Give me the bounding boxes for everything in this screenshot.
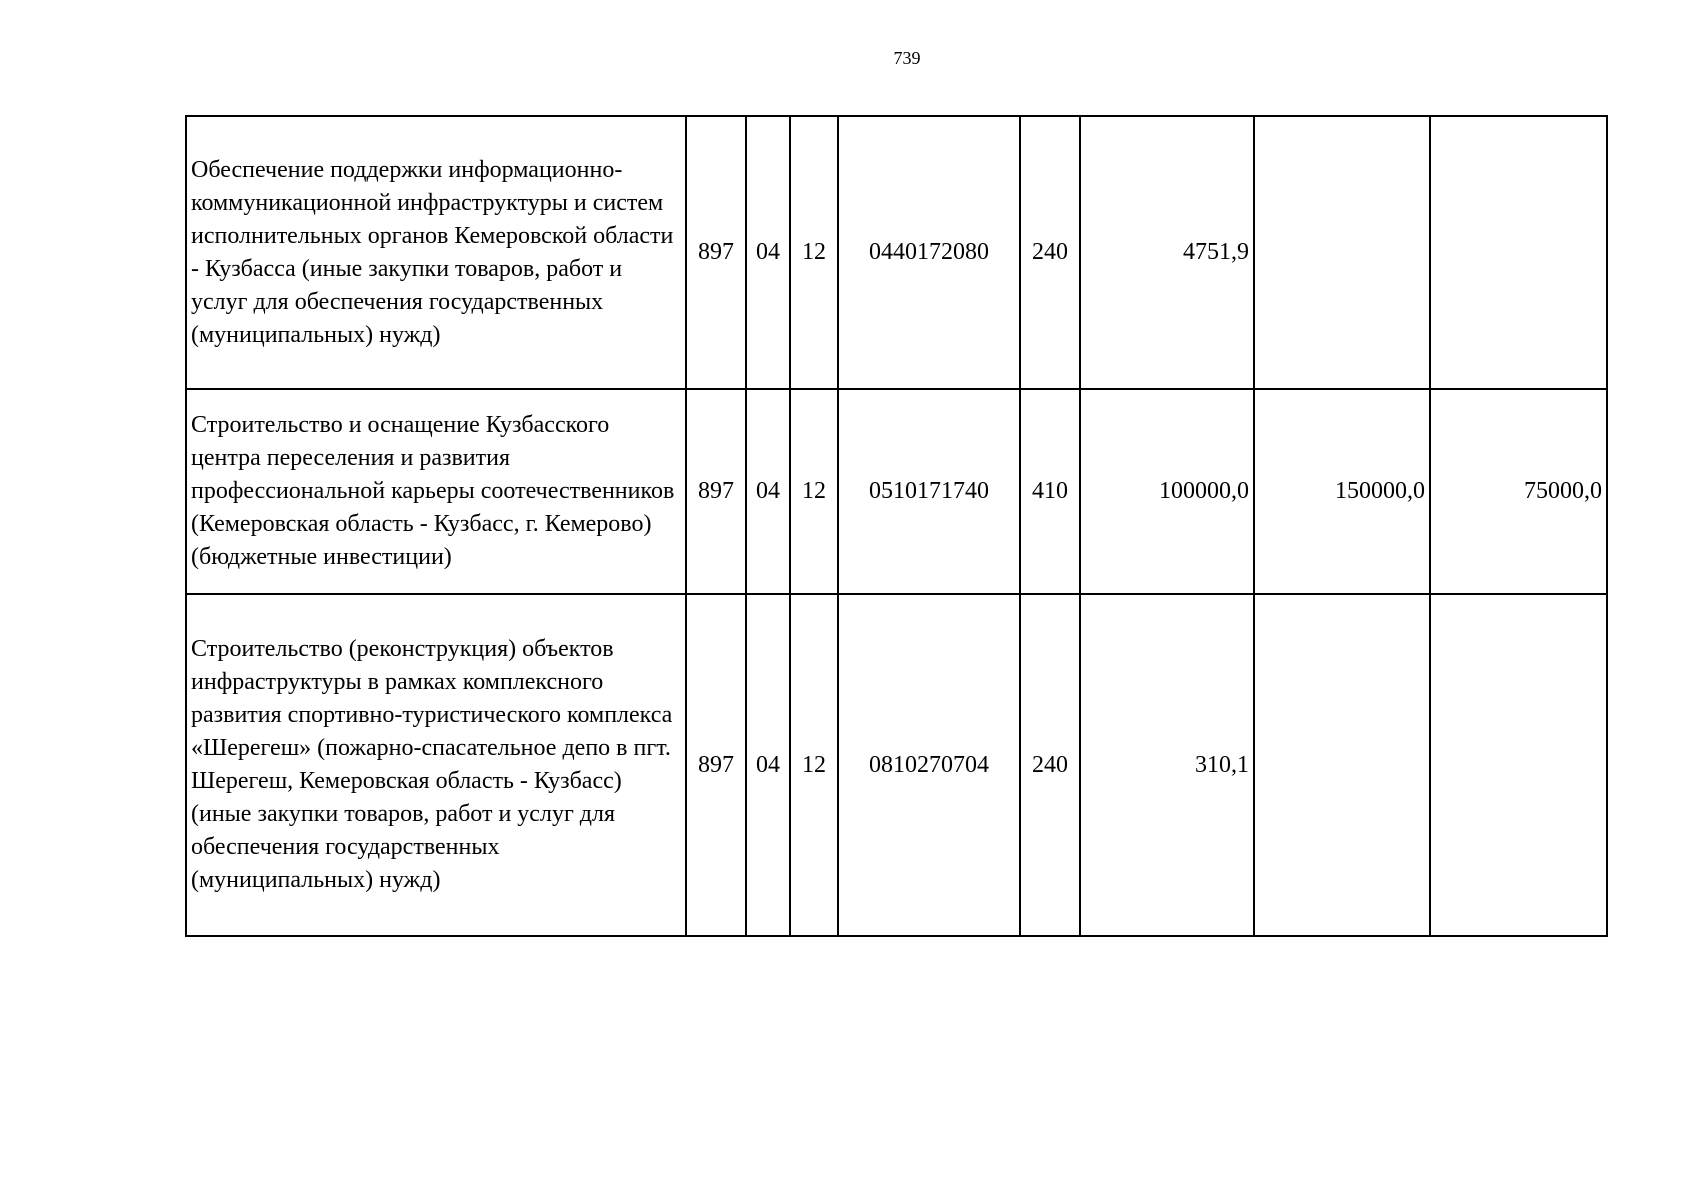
- ministry-code: 897: [686, 389, 746, 594]
- page-number: 739: [893, 48, 921, 68]
- ministry-code: 897: [686, 594, 746, 936]
- amount-cell: [1254, 116, 1430, 389]
- section-code: 04: [746, 389, 790, 594]
- section-code: 04: [746, 116, 790, 389]
- row-description: Обеспечение поддержки информационно-коммуникационной инфраструктуры и систем исполнительных органов Кемеровской области - Кузбасса (иные закупки товаров, работ и услуг для обеспечения государственных (муниципальных) нужд): [186, 116, 686, 389]
- expense-type-code: 410: [1020, 389, 1080, 594]
- target-article-code: 0810270704: [838, 594, 1020, 936]
- amount-cell: 150000,0: [1254, 389, 1430, 594]
- amount-cell: [1254, 594, 1430, 936]
- target-article-code: 0510171740: [838, 389, 1020, 594]
- expense-type-code: 240: [1020, 116, 1080, 389]
- amount-cell: 75000,0: [1430, 389, 1607, 594]
- table-row: [186, 594, 1607, 936]
- subsection-code: 12: [790, 116, 838, 389]
- amount-cell: [1430, 594, 1607, 936]
- budget-table: [185, 115, 1608, 937]
- table-row: [186, 389, 1607, 594]
- target-article-code: 0440172080: [838, 116, 1020, 389]
- row-description: Строительство и оснащение Кузбасского центра переселения и развития профессиональной карьеры соотечественников (Кемеровская область - Кузбасс, г. Кемерово) (бюджетные инвестиции): [186, 389, 686, 594]
- subsection-code: 12: [790, 389, 838, 594]
- amount-cell: 100000,0: [1080, 389, 1254, 594]
- row-description: Строительство (реконструкция) объектов инфраструктуры в рамках комплексного развития спортивно-туристического комплекса «Шерегеш» (пожарно-спасательное депо в пгт. Шерегеш, Кемеровская область - Кузбасс) (иные закупки товаров, работ и услуг для обеспечения государственных (муниципальных) нужд): [186, 594, 686, 936]
- amount-cell: 310,1: [1080, 594, 1254, 936]
- amount-cell: 4751,9: [1080, 116, 1254, 389]
- ministry-code: 897: [686, 116, 746, 389]
- section-code: 04: [746, 594, 790, 936]
- amount-cell: [1430, 116, 1607, 389]
- subsection-code: 12: [790, 594, 838, 936]
- expense-type-code: 240: [1020, 594, 1080, 936]
- table-row: [186, 116, 1607, 389]
